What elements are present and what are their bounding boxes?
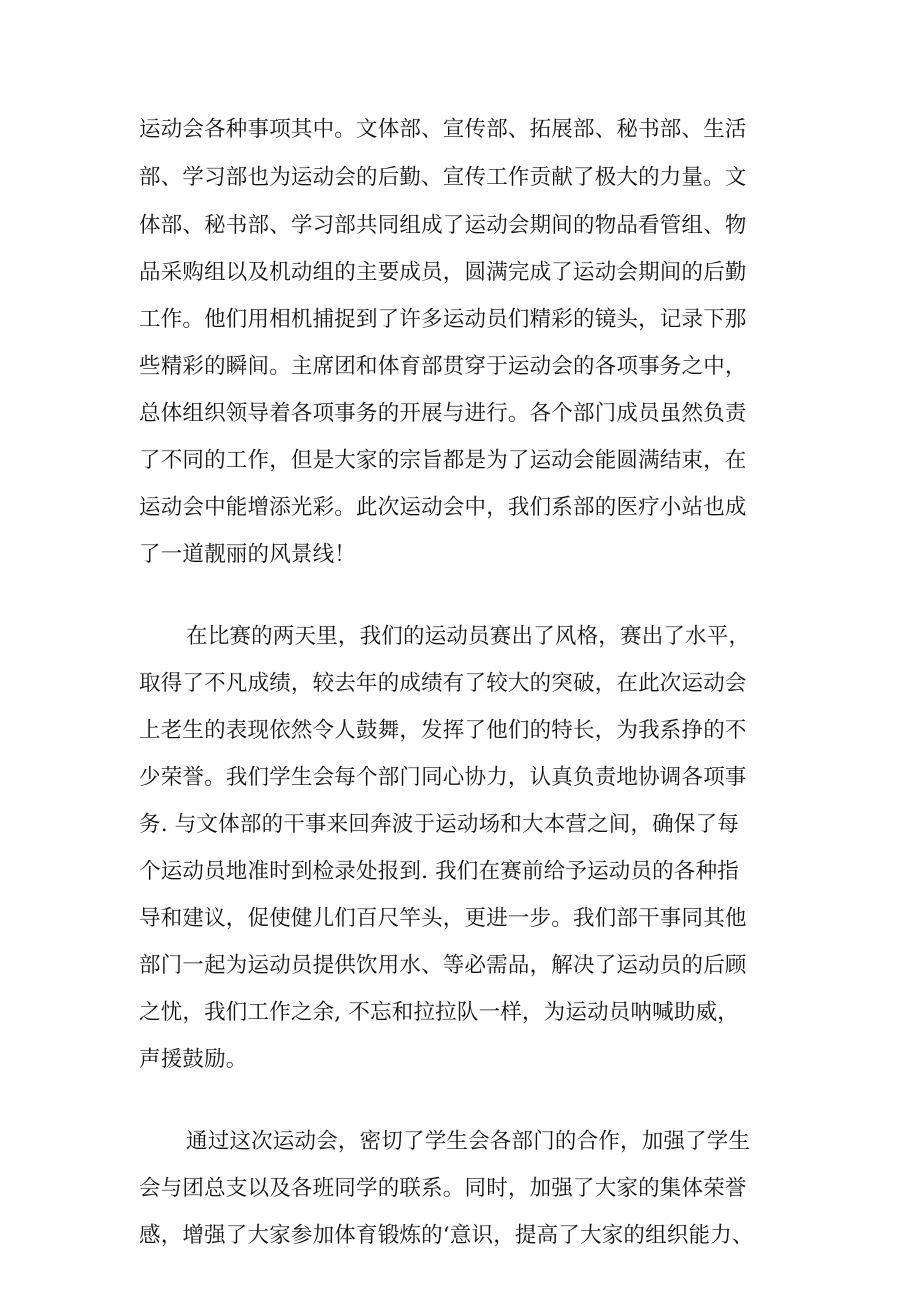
text-line: 感，增强了大家参加体育锻炼的‘意识，提高了大家的组织能力、	[139, 1223, 754, 1248]
text-line: 品采购组以及机动组的主要成员，圆满完成了运动会期间的后勤	[139, 260, 747, 285]
text-line: 部门一起为运动员提供饮用水、等必需品，解决了运动员的后顾	[139, 953, 747, 978]
text-line: 在比赛的两天里，我们的运动员赛出了风格，赛出了水平，	[186, 624, 751, 649]
text-line: 少荣誉。我们学生会每个部门同心协力，认真负责地协调各项事	[139, 765, 747, 790]
text-line: 部、学习部也为运动会的后勤、宣传工作贡献了极大的力量。文	[139, 165, 747, 190]
text-line: 些精彩的瞬间。主席团和体育部贯穿于运动会的各项事务之中，	[139, 354, 747, 379]
text-line: 工作。他们用相机捕捉到了许多运动员们精彩的镜头，记录下那	[139, 307, 747, 332]
text-line: 运动会中能增添光彩。此次运动会中，我们系部的医疗小站也成	[139, 495, 747, 520]
text-line: 务. 与文体部的干事来回奔波于运动场和大本营之间，确保了每	[139, 812, 739, 837]
text-line: 运动会各种事项其中。文体部、宣传部、拓展部、秘书部、生活	[139, 117, 747, 142]
text-line: 取得了不凡成绩，较去年的成绩有了较大的突破，在此次运动会	[139, 671, 747, 696]
text-line: 了不同的工作，但是大家的宗旨都是为了运动会能圆满结束，在	[139, 448, 747, 473]
text-line: 体部、秘书部、学习部共同组成了运动会期间的物品看管组、物	[139, 213, 747, 238]
text-line: 导和建议，促使健儿们百尺竿头，更进一步。我们部干事同其他	[139, 906, 747, 931]
text-line: 之忧，我们工作之余, 不忘和拉拉队一样，为运动员呐喊助威，	[139, 1000, 739, 1025]
text-line: 个运动员地准时到检录处报到. 我们在赛前给予运动员的各种指	[139, 859, 739, 884]
text-line: 声援鼓励。	[139, 1047, 248, 1072]
text-line: 了一道靓丽的风景线！	[139, 542, 357, 567]
text-line: 上老生的表现依然令人鼓舞，发挥了他们的特长，为我系挣的不	[139, 718, 747, 743]
text-line: 通过这次运动会，密切了学生会各部门的合作，加强了学生	[186, 1129, 751, 1154]
text-line: 总体组织领导着各项事务的开展与进行。各个部门成员虽然负责	[139, 401, 747, 426]
text-line: 会与团总支以及各班同学的联系。同时，加强了大家的集体荣誉	[139, 1176, 747, 1201]
